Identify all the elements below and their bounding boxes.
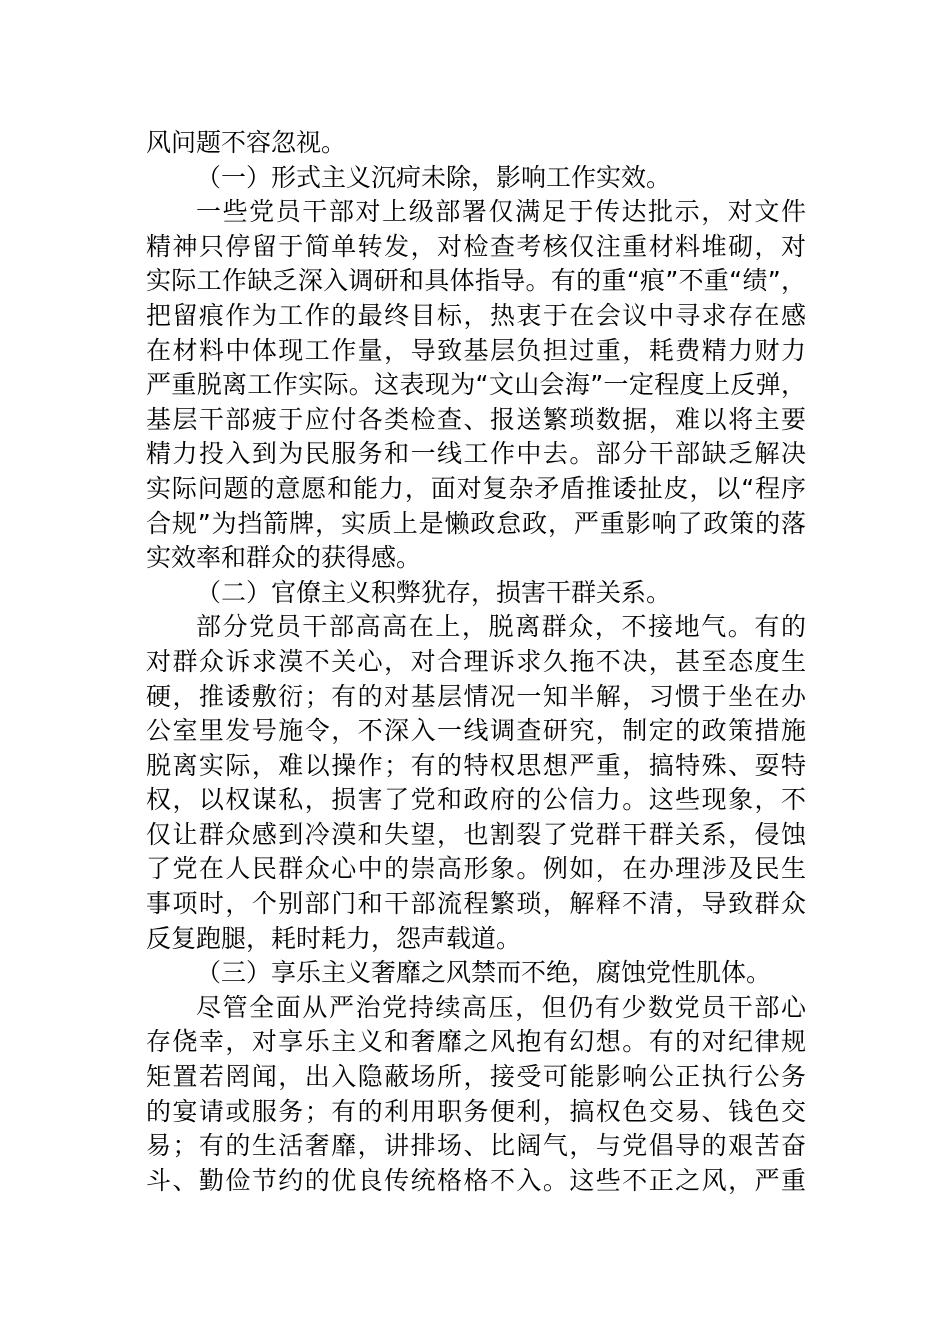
paragraph-line: 在材料中体现工作量，导致基层负担过重，耗费精力财力 xyxy=(146,335,806,365)
paragraph-line: 实际问题的意愿和能力，面对复杂矛盾推诿扯皮，以“程序 xyxy=(146,473,806,503)
paragraph-line: 合规”为挡箭牌，实质上是懒政怠政，严重影响了政策的落 xyxy=(146,508,806,538)
paragraph-line: 的宴请或服务；有的利用职务便利，搞权色交易、钱色交 xyxy=(146,1096,806,1126)
paragraph-line: 一些党员干部对上级部署仅满足于传达批示，对文件 xyxy=(196,197,806,227)
document-body xyxy=(146,126,806,1198)
paragraph-line: 把留痕作为工作的最终目标，热衷于在会议中寻求存在感 xyxy=(146,300,806,330)
paragraph-line: 硬，推诿敷衍；有的对基层情况一知半解，习惯于坐在办 xyxy=(146,681,806,711)
paragraph-line: 反复跑腿，耗时耗力，怨声载道。 xyxy=(146,923,522,953)
paragraph-line: 矩置若罔闻，出入隐蔽场所，接受可能影响公正执行公务 xyxy=(146,1062,806,1092)
paragraph-line: 了党在人民群众心中的崇高形象。例如，在办理涉及民生 xyxy=(146,854,806,884)
paragraph-line: 风问题不容忽视。 xyxy=(146,128,347,157)
paragraph-line: 仅让群众感到冷漠和失望，也割裂了党群干群关系，侵蚀 xyxy=(146,819,806,849)
paragraph-line: 存侥幸，对享乐主义和奢靡之风抱有幻想。有的对纪律规 xyxy=(146,1027,806,1057)
paragraph-line: 脱离实际，难以操作；有的特权思想严重，搞特殊、耍特 xyxy=(146,750,806,780)
paragraph-line: 实效率和群众的获得感。 xyxy=(146,543,422,573)
paragraph-line: 严重脱离工作实际。这表现为“文山会海”一定程度上反弹， xyxy=(146,370,806,400)
paragraph-line: 斗、勤俭节约的优良传统格格不入。这些不正之风，严重 xyxy=(146,1165,806,1195)
paragraph-line: 权，以权谋私，损害了党和政府的公信力。这些现象，不 xyxy=(146,785,806,815)
paragraph-line: 公室里发号施令，不深入一线调查研究，制定的政策措施 xyxy=(146,716,806,746)
paragraph-line: 事项时，个别部门和干部流程繁琐，解释不清，导致群众 xyxy=(146,889,806,919)
section-heading: （一）形式主义沉疴未除，影响工作实效。 xyxy=(196,162,672,192)
section-heading: （二）官僚主义积弊犹存，损害干群关系。 xyxy=(196,577,672,607)
paragraph-line: 部分党员干部高高在上，脱离群众，不接地气。有的 xyxy=(196,612,806,642)
paragraph-line: 基层干部疲于应付各类检查、报送繁琐数据，难以将主要 xyxy=(146,404,806,434)
paragraph-line: 精力投入到为民服务和一线工作中去。部分干部缺乏解决 xyxy=(146,439,806,469)
paragraph-line: 对群众诉求漠不关心，对合理诉求久拖不决，甚至态度生 xyxy=(146,646,806,676)
paragraph-line: 实际工作缺乏深入调研和具体指导。有的重“痕”不重“绩”， xyxy=(146,266,806,296)
section-heading: （三）享乐主义奢靡之风禁而不绝，腐蚀党性肌体。 xyxy=(196,958,772,988)
paragraph-line: 精神只停留于简单转发，对检查考核仅注重材料堆砌，对 xyxy=(146,231,806,261)
paragraph-line: 易；有的生活奢靡，讲排场、比阔气，与党倡导的艰苦奋 xyxy=(146,1131,806,1161)
paragraph-line: 尽管全面从严治党持续高压，但仍有少数党员干部心 xyxy=(196,992,806,1022)
